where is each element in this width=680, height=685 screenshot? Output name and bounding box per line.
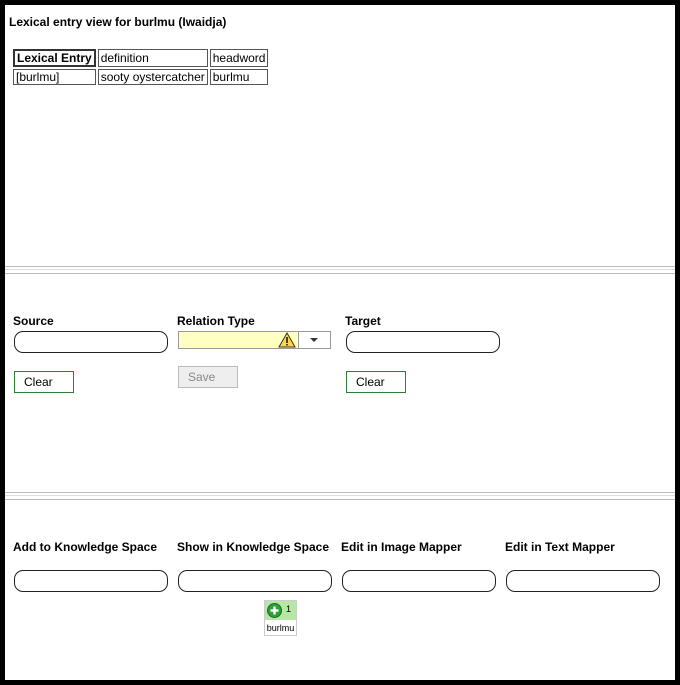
edit-in-image-mapper-label: Edit in Image Mapper xyxy=(341,540,462,554)
panel-divider-bottom[interactable] xyxy=(5,492,675,500)
target-label: Target xyxy=(345,314,381,328)
column-header-lexical-entry[interactable]: Lexical Entry xyxy=(13,49,96,67)
lexical-entry-table xyxy=(11,47,270,87)
relation-type-label: Relation Type xyxy=(177,314,255,328)
show-in-knowledge-space-dropzone[interactable] xyxy=(178,570,332,592)
cell-headword[interactable]: burlmu xyxy=(210,69,269,85)
edit-in-image-mapper-dropzone[interactable] xyxy=(342,570,496,592)
add-to-knowledge-space-label: Add to Knowledge Space xyxy=(13,540,158,554)
cell-definition[interactable]: sooty oystercatcher xyxy=(98,69,208,85)
column-header-definition[interactable]: definition xyxy=(98,49,208,67)
dropdown-button[interactable] xyxy=(298,332,331,348)
save-button[interactable]: Save xyxy=(178,366,238,388)
source-clear-button[interactable]: Clear xyxy=(14,371,74,393)
column-header-headword[interactable]: headword xyxy=(210,49,269,67)
add-to-knowledge-space-dropzone[interactable] xyxy=(14,570,168,592)
add-circle-icon[interactable] xyxy=(267,603,282,618)
main-panel xyxy=(5,5,675,680)
chevron-down-icon xyxy=(310,338,318,342)
panel-divider-top[interactable] xyxy=(5,266,675,274)
chip-count: 1 xyxy=(286,604,292,614)
cell-lexical-entry[interactable]: [burlmu] xyxy=(13,69,96,85)
table-row xyxy=(13,69,268,85)
target-input[interactable] xyxy=(346,331,500,353)
source-input[interactable] xyxy=(14,331,168,353)
source-label: Source xyxy=(13,314,54,328)
chip-header xyxy=(265,601,296,620)
edit-in-text-mapper-dropzone[interactable] xyxy=(506,570,660,592)
table-header-row xyxy=(13,49,268,67)
chip-word: burlmu xyxy=(266,623,295,633)
edit-in-text-mapper-label: Edit in Text Mapper xyxy=(505,540,615,554)
relation-type-select[interactable] xyxy=(178,331,331,349)
warning-icon xyxy=(278,332,296,348)
draggable-entry-chip[interactable] xyxy=(264,600,297,636)
target-clear-button[interactable]: Clear xyxy=(346,371,406,393)
page-title: Lexical entry view for burlmu (Iwaidja) xyxy=(9,15,227,29)
show-in-knowledge-space-label: Show in Knowledge Space xyxy=(177,540,330,554)
